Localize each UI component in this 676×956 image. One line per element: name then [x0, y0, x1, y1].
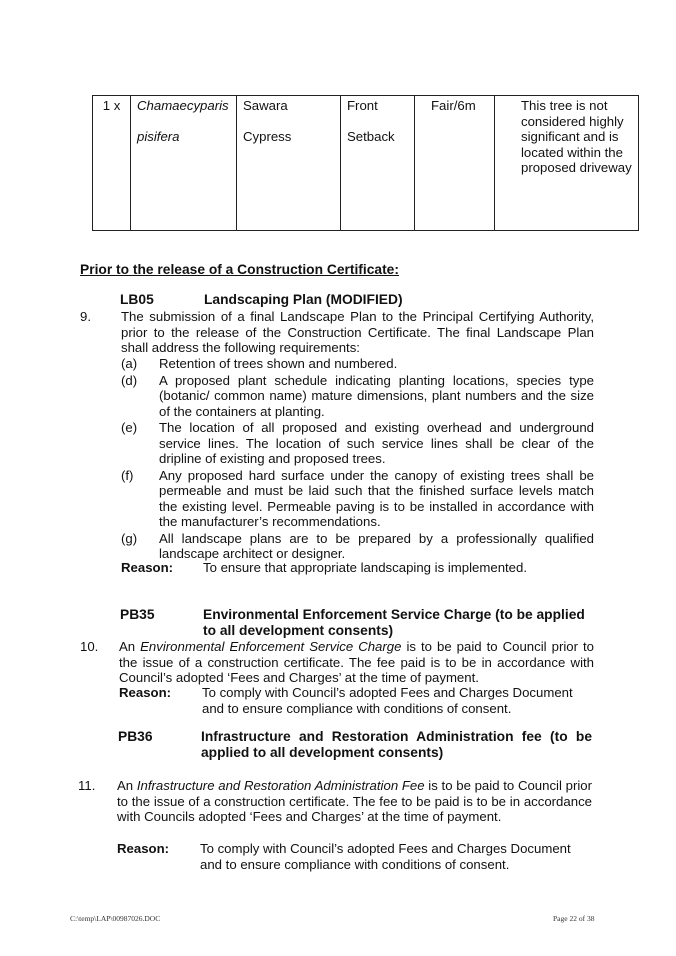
list-text: Any proposed hard surface under the canopy of existing trees shall be permeable and must be laid such that the finished surface levels match the existing level. Permeable paving is to be installed in accordance with the manufacturer’s recommendations.	[159, 467, 594, 529]
list-text: Retention of trees shown and numbered.	[159, 356, 398, 371]
condition-cell: Fair/6m	[415, 96, 495, 231]
qty-cell: 1 x	[93, 96, 131, 231]
species-cell	[131, 96, 237, 231]
footer-file-path: C:\temp\LAP\00987026.DOC	[70, 914, 161, 923]
condition-title-line: Infrastructure and Restoration Administration fee (to be	[201, 729, 592, 744]
reason-label: Reason:	[117, 841, 170, 856]
reason-text: To comply with Council’s adopted Fees and Charges Document and to ensure compliance with conditions of consent.	[200, 841, 571, 872]
condition-body: An Infrastructure and Restoration Administration Fee is to be paid to Council prior to the issue of a construction certificate. The fee to be paid is to be in accordance with Councils adopted ‘Fees and Charges’ at the time of payment.	[117, 778, 593, 824]
species-line: Chamaecyparis	[137, 98, 229, 113]
tree-table	[92, 95, 639, 231]
reason-label: Reason:	[121, 560, 174, 575]
location-line: Setback	[347, 128, 395, 144]
list-item	[121, 373, 594, 420]
condition-title	[201, 729, 592, 761]
common-name-line: Sawara	[243, 98, 288, 113]
condition-title: Landscaping Plan (MODIFIED)	[204, 292, 403, 307]
list-text: All landscape plans are to be prepared by a professionally qualified landscape architect or designer.	[159, 530, 594, 561]
condition-code: PB36	[118, 729, 153, 744]
condition-title-line: applied to all development consents)	[201, 745, 444, 760]
condition-code: LB05	[120, 292, 154, 307]
reason-text: To ensure that appropriate landscaping is implemented.	[203, 560, 528, 575]
table-row	[93, 96, 639, 231]
section-heading: Prior to the release of a Construction Certificate:	[80, 262, 399, 277]
condition-body: The submission of a final Landscape Plan to the Principal Certifying Authority, prior to the release of the Construction Certificate. The final Landscape Plan shall address the following requirements:	[121, 309, 594, 355]
footer-page-number: Page 22 of 38	[553, 914, 595, 923]
list-label: (e)	[121, 420, 138, 435]
reason-label: Reason:	[119, 685, 172, 700]
list-item	[121, 531, 594, 562]
condition-title	[203, 607, 585, 639]
list-label: (g)	[121, 530, 138, 546]
list-label: (f)	[121, 467, 134, 483]
condition-title-line: to all development consents)	[203, 623, 394, 638]
list-item	[121, 468, 594, 530]
list-text: The location of all proposed and existing overhead and underground service lines. The location of such service lines shall be clear of the dripline of existing and proposed trees.	[159, 420, 594, 466]
condition-number: 11.	[78, 778, 96, 793]
location-cell	[341, 96, 415, 231]
list-label: (a)	[121, 356, 138, 371]
condition-title-line: Environmental Enforcement Service Charge (to be applied	[203, 607, 585, 622]
requirements-list	[121, 356, 594, 563]
condition-number: 9.	[80, 309, 91, 324]
common-name-cell	[237, 96, 341, 231]
list-text: A proposed plant schedule indicating planting locations, species type (botanic/ common name) mature dimensions, plant numbers and the size of the containers at planting.	[159, 372, 594, 419]
list-label: (d)	[121, 372, 138, 388]
condition-number: 10.	[80, 639, 99, 654]
species-line: pisifera	[137, 128, 180, 144]
reason-text: To comply with Council’s adopted Fees and Charges Document and to ensure compliance with conditions of consent.	[202, 685, 573, 716]
list-item	[121, 356, 594, 372]
condition-code: PB35	[120, 607, 155, 622]
list-item	[121, 420, 594, 467]
comment-cell: This tree is not considered highly significant and is located within the proposed driveway	[495, 96, 639, 231]
location-line: Front	[347, 98, 378, 113]
condition-body: An Environmental Enforcement Service Charge is to be paid to Council prior to the issue of a construction certificate. The fee paid is to be in accordance with Council’s adopted ‘Fees and Charges’ at the time of payment.	[119, 639, 594, 685]
common-name-line: Cypress	[243, 128, 292, 144]
